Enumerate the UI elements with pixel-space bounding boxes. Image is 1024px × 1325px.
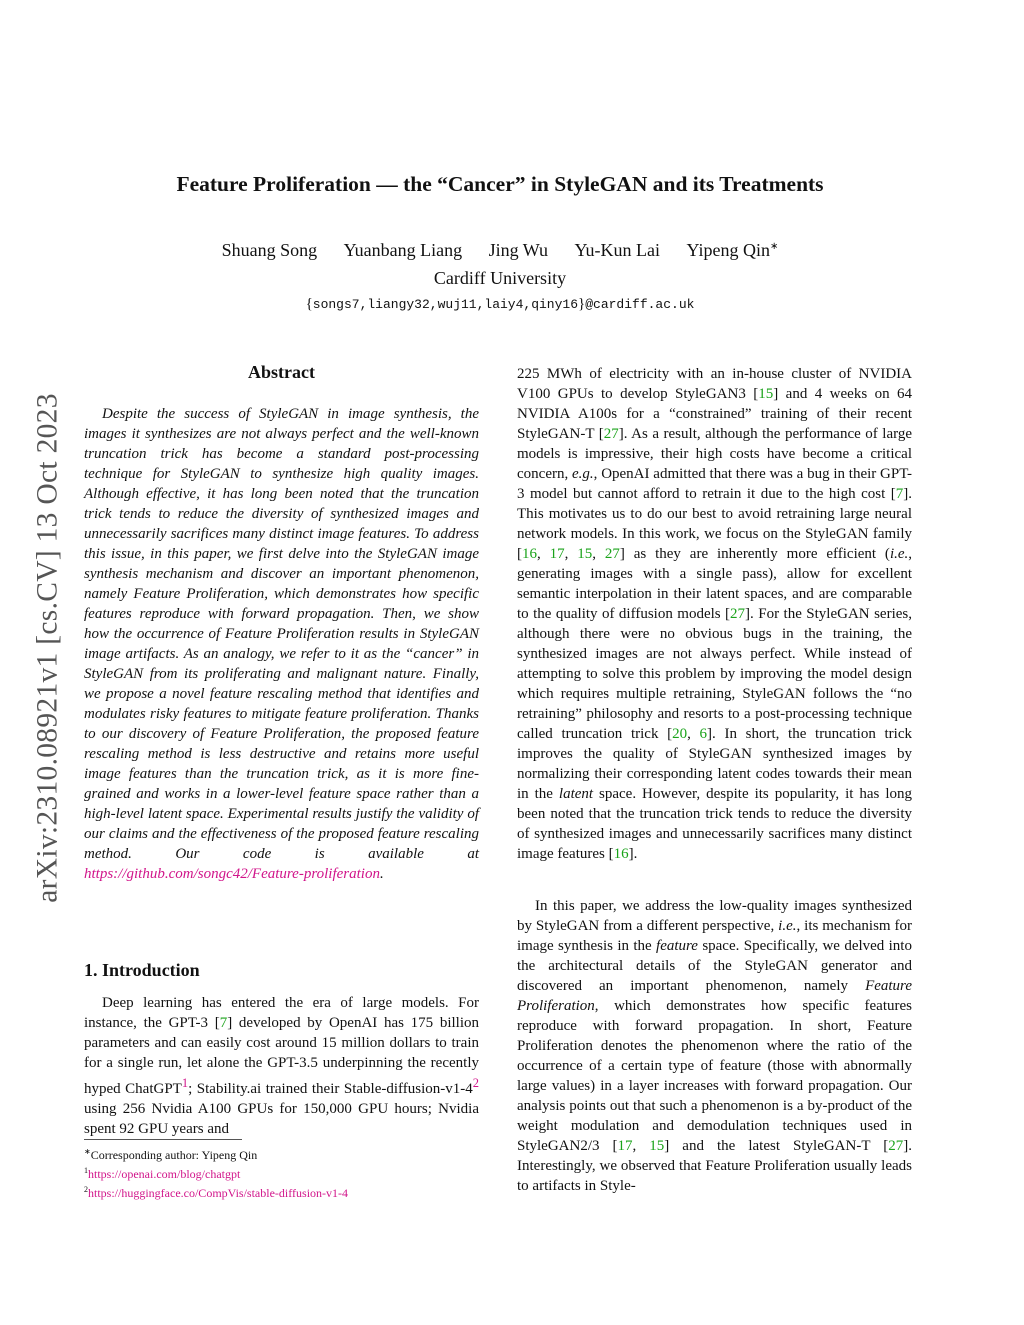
arxiv-id: arXiv:2310.08921v1 [cs.CV] 13 Oct 2023 xyxy=(31,392,64,903)
citation-link[interactable]: 15 xyxy=(758,386,774,402)
citation-link[interactable]: 27 xyxy=(888,1138,904,1154)
author-name-corresponding: Yipeng Qin∗ xyxy=(686,240,779,260)
citation-link[interactable]: 27 xyxy=(604,546,620,562)
author-name: Yuanbang Liang xyxy=(343,240,463,260)
citation-link[interactable]: 20 xyxy=(672,726,688,742)
code-link[interactable]: https://github.com/songc42/Feature-proliferation xyxy=(84,866,380,882)
footnote-link[interactable]: https://huggingface.co/CompVis/stable-diffusion-v1-4 xyxy=(88,1186,349,1200)
author-list xyxy=(150,240,850,261)
right-column-paragraph: In this paper, we address the low-quality images synthesized by StyleGAN from a different perspective, i.e., its mechanism for image synthesis in the feature space. Specifically, we delved into the architectural details of the StyleGAN generator and discovered an important phenomenon, namely Feature Proliferation, which demonstrates how specific features reproduce with forward propagation. In short, Feature Proliferation denotes the phenomenon where the ratio of the occurrence of a certain type of feature (those with abnormally large values) in a layer increases with forward propagation. Our analysis points out that such a phenomenon is a by-product of the weight modulation and demodulation techniques used in StyleGAN2/3 [17, 15] and the latest StyleGAN-T [27]. Interestingly, we observed that Feature Proliferation usually leads to artifacts in Style- xyxy=(517,898,913,1194)
citation-link[interactable]: 27 xyxy=(603,426,619,442)
footnote-ref[interactable]: 1 xyxy=(181,1076,189,1090)
abstract-heading: Abstract xyxy=(248,362,315,382)
citation-link[interactable]: 15 xyxy=(577,546,593,562)
citation-link[interactable]: 16 xyxy=(613,846,629,862)
corresponding-mark: ∗ xyxy=(770,241,779,252)
footnote-rule xyxy=(84,1139,242,1140)
right-column-paragraph: 225 MWh of electricity with an in-house cluster of NVIDIA V100 GPUs to develop StyleGAN3 [15] and 4 weeks on 64 NVIDIA A100s for a “constrained” training of their recent StyleGAN-T [27]. As a result, although the performance of large models is impressive, their high costs have become a critical concern, e.g., OpenAI admitted that there was a bug in their GPT-3 model but cannot afford to retrain it due to the high cost [7]. This motivates us to do our best to avoid retraining large neural network models. In this work, we focus on the StyleGAN family [16, 17, 15, 27] as they are inherently more efficient (i.e., generating images with a single pass), allow for excellent semantic interpolation in their latent spaces, and are comparable to the quality of diffusion models [27]. For the StyleGAN series, although there were no obvious bugs in the training, the synthesized images are not always perfect. While instead of attempting to solve this problem by improving the model design which requires multiple retraining, StyleGAN follows the “no retraining” philosophy and resorts to a post-processing technique called truncation trick [20, 6]. In short, the truncation trick improves the quality of StyleGAN synthesized images by normalizing their corresponding latent codes towards their mean in the latent space. However, despite its popularity, it has long been noted that the truncation trick tends to reduce the diversity of synthesized images and unnecessarily sacrifices many distinct image features [16]. xyxy=(517,366,913,862)
citation-link[interactable]: 7 xyxy=(895,486,904,502)
citation-link[interactable]: 27 xyxy=(730,606,746,622)
intro-paragraph: Deep learning has entered the era of large models. For instance, the GPT-3 [7] developed by OpenAI has 175 billion parameters and can easily cost around 15 million dollars to train for a single run, let alone the GPT-3.5 underpinning the recently hyped ChatGPT$^1$; Stability.ai trained their Stable-$diffusion-v1-4^2$ using 256 Nvidia A100 GPUs for 150,000 GPU hours; Nvidia spent 92 GPU years and xyxy=(84,995,480,1137)
footnote-2: $^2$https://huggingface.co/CompVis/stable-diffusion-v1-4 xyxy=(84,1185,349,1200)
citation-link[interactable]: 6 xyxy=(699,726,708,742)
abstract-body: Despite the success of StyleGAN in image synthesis, the images it synthesizes are not always perfect and the well-known truncation trick has become a standard post-processing technique for StyleGAN to synthesize high quality images. Although effective, it has long been noted that the truncation trick tends to reduce the diversity of synthesized images and unnecessarily sacrifices many distinct image features. To address this issue, in this paper, we first delve into the StyleGAN image synthesis mechanism and discover an important phenomenon, namely Feature Proliferation, which demonstrates how specific features reproduce with forward propagation. Then, we show how the occurrence of Feature Proliferation results in StyleGAN image artifacts. As an analogy, we refer to it as the “cancer” in StyleGAN from its proliferating and malignant nature. Finally, we propose a novel feature rescaling method that identifies and modulates risky features to mitigate feature proliferation. Thanks to our discovery of Feature Proliferation, the proposed feature rescaling method is less destructive and retains more useful image features than the truncation trick, as it is more fine-grained and works in a lower-level feature space rather than a high-level latent space. Experimental results justify the validity of our claims and the effectiveness of the proposed feature rescaling method. Our code is available at https://github.com/songc42/Feature-proliferation. xyxy=(84,406,479,882)
author-name: Jing Wu xyxy=(488,240,549,260)
author-name: Yu-Kun Lai xyxy=(574,240,661,260)
citation-link[interactable]: 17 xyxy=(549,546,565,562)
footnotes xyxy=(84,1144,479,1201)
affiliation: Cardiff University xyxy=(433,268,567,288)
footnote-corresponding: ∗Corresponding author: Yipeng Qin xyxy=(84,1147,258,1162)
email-list: {songs7,liangy32,wuj11,laiy4,qiny16}@cardiff.ac.uk xyxy=(305,296,695,312)
author-name: Shuang Song xyxy=(221,240,318,260)
paper-title: Feature Proliferation — the “Cancer” in StyleGAN and its Treatments xyxy=(176,172,824,196)
citation-link[interactable]: 7 xyxy=(219,1015,228,1031)
section-heading-introduction: 1. Introduction xyxy=(84,960,200,980)
arxiv-sidebar xyxy=(28,355,68,940)
footnote-link[interactable]: https://openai.com/blog/chatgpt xyxy=(88,1167,241,1181)
footnote-ref[interactable]: 2 xyxy=(472,1076,480,1090)
citation-link[interactable]: 16 xyxy=(522,546,537,562)
citation-link[interactable]: 17 xyxy=(617,1138,633,1154)
footnote-1: $^1$https://openai.com/blog/chatgpt xyxy=(84,1166,241,1181)
email-handles: songs7,liangy32,wuj11,laiy4,qiny16 xyxy=(312,297,579,312)
citation-link[interactable]: 15 xyxy=(649,1138,665,1154)
